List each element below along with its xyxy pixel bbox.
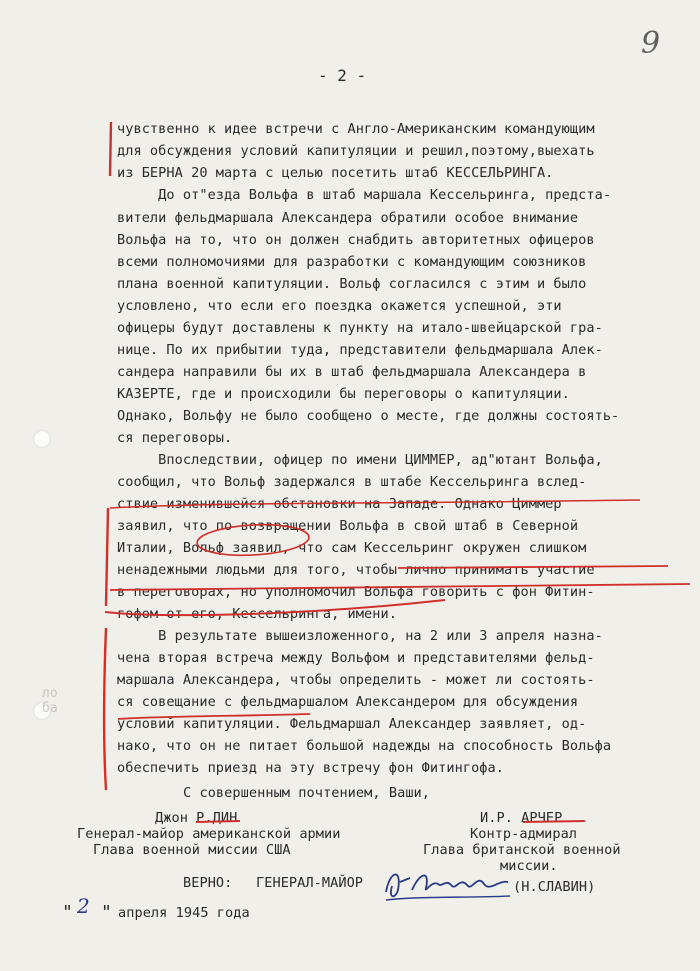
handwritten-signature xyxy=(380,860,515,905)
text-line: маршала Александера, чтобы определить - может ли состоять- xyxy=(117,672,595,688)
date-day: 2 xyxy=(77,894,90,918)
text-line: чена вторая встреча между Вольфом и представителями фельд- xyxy=(117,650,595,666)
signatory-title: Глава британской военной xyxy=(423,842,621,858)
text-line: сандера направили бы их в штаб фельдмаршала Александера в xyxy=(117,364,587,380)
text-line: ненадежными людьми для того, чтобы лично принимать участие xyxy=(117,562,595,578)
text-line: из БЕРНА 20 марта с целью посетить штаб КЕССЕЛЬРИНГА. xyxy=(117,165,554,181)
text-line: условий капитуляции. Фельдмаршал Александер заявляет, од- xyxy=(117,716,587,732)
text-line: сообщил, что Вольф задержался в штабе Кессельринга вслед- xyxy=(117,474,587,490)
red-margin-bracket-bottom xyxy=(104,628,106,790)
handwritten-page-number: 9 xyxy=(641,26,661,61)
bleed-through-text: ло ба xyxy=(42,686,58,716)
text-line: КАЗЕРТЕ, где и происходили бы переговоры о капитуляции. xyxy=(117,386,570,402)
text-line: До от"езда Вольфа в штаб маршала Кессельринга, предста- xyxy=(117,187,612,203)
text-line: Вольфа на то, что он должен снабдить авторитетных офицеров xyxy=(117,232,595,248)
date-quote-open: " xyxy=(62,902,73,923)
text-line: ся переговоры. xyxy=(117,430,233,446)
date-quote-close: " xyxy=(101,902,112,923)
text-line: ся совещание с фельдмаршалом Александером для обсуждения xyxy=(117,694,579,710)
text-line: Италии, Вольф заявил, что сам Кессельринг окружен слишком xyxy=(117,540,587,556)
text-line: Впоследствии, офицер по имени ЦИММЕР, ад"ютант Вольфа, xyxy=(117,452,603,468)
signatory-title: миссии. xyxy=(500,858,558,874)
punch-hole-top xyxy=(33,430,51,448)
text-line: всеми полномочиями для разработки с командующим союзников xyxy=(117,254,587,270)
text-line: Однако, Вольфу не было сообщено о месте, где должны состоять- xyxy=(117,408,620,424)
text-line: офицеры будут доставлены к пункту на итало-швейцарской гра- xyxy=(117,320,603,336)
text-line: В результате вышеизложенного, на 2 или 3 апреля назна- xyxy=(117,628,603,644)
text-line: чувственно к идее встречи с Англо-Американским командующим xyxy=(117,121,595,137)
attest-rank: ГЕНЕРАЛ-МАЙОР xyxy=(256,875,364,891)
red-margin-bracket-middle xyxy=(106,508,108,606)
signatory-title: Генерал-майор американской армии xyxy=(77,826,341,842)
text-line: условлено, что если его поездка окажется успешной, эти xyxy=(117,298,562,314)
signatory-name: И.Р. АРЧЕР xyxy=(480,810,563,826)
page-number: - 2 - xyxy=(318,66,367,85)
signatory-name: Джон Р.ДИН xyxy=(155,810,238,826)
date-rest: апреля 1945 года xyxy=(118,905,250,921)
text-line: заявил, что по возвращении Вольфа в свой штаб в Северной xyxy=(117,518,579,534)
attest-name: (Н.СЛАВИН) xyxy=(513,879,596,895)
red-margin-bracket-top xyxy=(110,122,111,176)
text-line: вители фельдмаршала Александера обратили особое внимание xyxy=(117,210,579,226)
text-line: в переговорах, но уполномочил Вольфа говорить с фон Фитин- xyxy=(117,584,595,600)
text-line: нако, что он не питает большой надежды на способность Вольфа xyxy=(117,738,612,754)
attest-label: ВЕРНО: xyxy=(183,875,233,891)
closing-line: С совершенным почтением, Ваши, xyxy=(183,785,431,801)
text-line: нице. По их прибытии туда, представители фельдмаршала Алек- xyxy=(117,342,603,358)
text-line: ствие изменившейся обстановки на Западе. Однако Циммер xyxy=(117,496,562,512)
signatory-title: Контр-адмирал xyxy=(470,826,578,842)
text-line: для обсуждения условий капитуляции и решил,поэтому,выехать xyxy=(117,143,595,159)
text-line: обеспечить приезд на эту встречу фон Фитингофа. xyxy=(117,760,505,776)
text-line: плана военной капитуляции. Вольф согласился с этим и было xyxy=(117,276,587,292)
signatory-title: Глава военной миссии США xyxy=(93,842,291,858)
text-line: гофом от его, Кессельринга, имени. xyxy=(117,606,397,622)
